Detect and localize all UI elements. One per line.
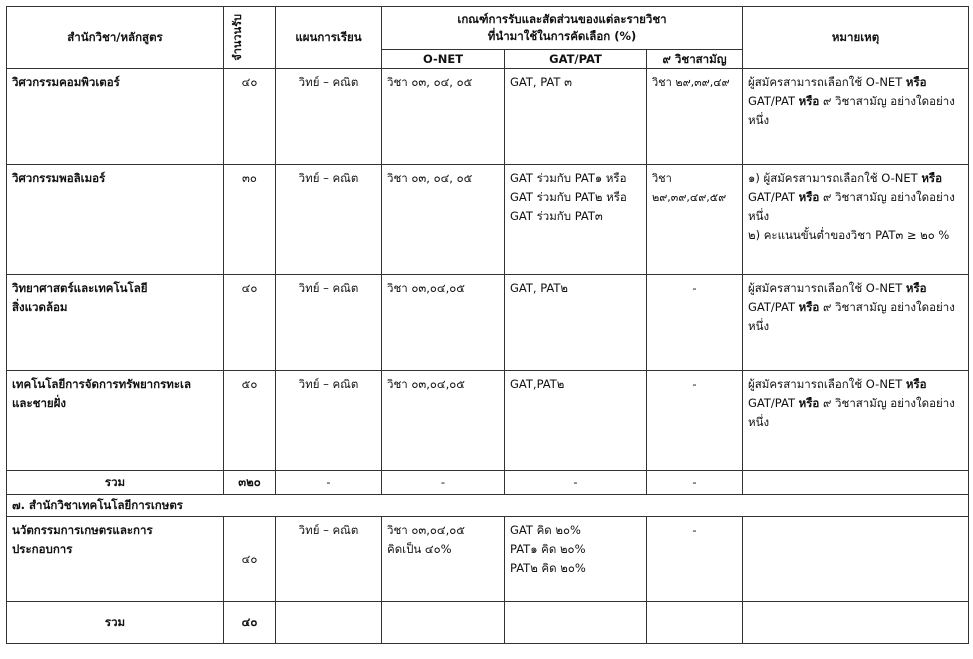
remark-text: ๙ วิชาสามัญ อย่างใดอย่างหนึ่ง	[748, 300, 955, 333]
remark-text: ๑) ผู้สมัครสามารถเลือกใช้ O-NET	[748, 171, 922, 185]
remark-item-2: ๒) คะแนนขั้นต่ำของวิชา PAT๓ ≥ ๒๐ %	[748, 228, 950, 242]
quota-cell: ๕๐	[224, 371, 276, 471]
remark-or: หรือ	[798, 396, 820, 410]
gatpat-weight: PAT๒ คิด ๒๐%	[510, 561, 586, 575]
remark-or: หรือ	[905, 377, 927, 391]
remark-item-1	[748, 169, 963, 226]
remark-text: GAT/PAT	[748, 300, 799, 314]
nine-subjects-cell: -	[647, 371, 743, 471]
onet-cell	[382, 517, 505, 602]
remark-cell	[743, 275, 969, 371]
program-name-line: ประกอบการ	[12, 542, 73, 556]
gatpat-cell: GAT, PAT ๓	[505, 69, 647, 165]
gatpat-option: GAT ร่วมกับ PAT๓	[510, 209, 603, 223]
remark-text: GAT/PAT	[748, 94, 799, 108]
remark-or: หรือ	[798, 300, 820, 314]
total-remark	[743, 471, 969, 495]
header-program: สำนักวิชา/หลักสูตร	[7, 7, 224, 69]
nine-subjects-cell: วิชา ๒๙,๓๙,๔๙	[647, 69, 743, 165]
total-row	[7, 602, 969, 644]
remark-text: GAT/PAT	[748, 190, 799, 204]
section-title: ๗. สำนักวิชาเทคโนโลยีการเกษตร	[7, 495, 969, 517]
total-plan	[276, 602, 382, 644]
remark-or: หรือ	[921, 171, 942, 185]
table-row	[7, 69, 969, 165]
header-remark: หมายเหตุ	[743, 7, 969, 69]
remark-text: ผู้สมัครสามารถเลือกใช้ O-NET	[748, 75, 906, 89]
total-row	[7, 471, 969, 495]
onet-weight: คิดเป็น ๔๐%	[387, 542, 452, 556]
table-row	[7, 371, 969, 471]
program-name-line: นวัตกรรมการเกษตรและการ	[12, 523, 153, 537]
remark-text: ผู้สมัครสามารถเลือกใช้ O-NET	[748, 281, 906, 295]
program-name-line: สิ่งแวดล้อม	[12, 300, 68, 314]
remark-text: ๙ วิชาสามัญ อย่างใดอย่างหนึ่ง	[748, 94, 955, 127]
quota-cell: ๔๐	[224, 69, 276, 165]
total-nine-subjects: -	[647, 471, 743, 495]
remark-or: หรือ	[798, 94, 820, 108]
onet-subjects: วิชา ๐๓,๐๔,๐๕	[387, 523, 466, 537]
gatpat-cell	[505, 165, 647, 275]
remark-cell	[743, 165, 969, 275]
gatpat-cell	[505, 517, 647, 602]
table-row	[7, 275, 969, 371]
header-quota-label: จำนวนรับ	[231, 14, 244, 61]
total-plan: -	[276, 471, 382, 495]
total-gatpat	[505, 602, 647, 644]
gatpat-option: GAT ร่วมกับ PAT๑ หรือ	[510, 171, 627, 185]
remark-or: หรือ	[905, 75, 927, 89]
quota-cell: ๓๐	[224, 165, 276, 275]
gatpat-cell: GAT, PAT๒	[505, 275, 647, 371]
program-cell	[7, 371, 224, 471]
total-label: รวม	[7, 471, 224, 495]
total-label: รวม	[7, 602, 224, 644]
table-row	[7, 517, 969, 602]
program-cell: วิศวกรรมคอมพิวเตอร์	[7, 69, 224, 165]
program-cell	[7, 517, 224, 602]
program-name-line: วิทยาศาสตร์และเทคโนโลยี	[12, 281, 148, 295]
quota-cell: ๔๐	[224, 517, 276, 602]
header-plan: แผนการเรียน	[276, 7, 382, 69]
onet-cell: วิชา ๐๓, ๐๔, ๐๕	[382, 165, 505, 275]
plan-cell: วิทย์ – คณิต	[276, 517, 382, 602]
gatpat-weight: GAT คิด ๒๐%	[510, 523, 581, 537]
nine-subjects-cell: -	[647, 517, 743, 602]
plan-cell: วิทย์ – คณิต	[276, 275, 382, 371]
program-name-line: และชายฝั่ง	[12, 396, 66, 410]
remark-cell	[743, 69, 969, 165]
total-remark	[743, 602, 969, 644]
header-criteria-line2: ที่นำมาใช้ในการคัดเลือก (%)	[487, 29, 637, 43]
onet-cell: วิชา ๐๓, ๐๔, ๐๕	[382, 69, 505, 165]
nine-subjects-cell	[647, 165, 743, 275]
total-onet	[382, 602, 505, 644]
quota-cell: ๔๐	[224, 275, 276, 371]
remark-or: หรือ	[905, 281, 927, 295]
onet-cell: วิชา ๐๓,๐๔,๐๕	[382, 275, 505, 371]
header-criteria-line1: เกณฑ์การรับและสัดส่วนของแต่ละรายวิชา	[457, 12, 667, 26]
nine-subjects-label: วิชา	[652, 172, 672, 185]
nine-subjects-cell: -	[647, 275, 743, 371]
program-cell: วิศวกรรมพอลิเมอร์	[7, 165, 224, 275]
total-onet: -	[382, 471, 505, 495]
total-quota: ๓๒๐	[224, 471, 276, 495]
admission-table-container	[6, 6, 969, 644]
header-row-1	[7, 7, 969, 50]
remark-text: ๙ วิชาสามัญ อย่างใดอย่างหนึ่ง	[748, 396, 955, 429]
remark-or: หรือ	[798, 190, 820, 204]
remark-text: ผู้สมัครสามารถเลือกใช้ O-NET	[748, 377, 906, 391]
gatpat-cell: GAT,PAT๒	[505, 371, 647, 471]
gatpat-weight: PAT๑ คิด ๒๐%	[510, 542, 586, 556]
nine-subjects-codes: ๒๙,๓๙,๔๙,๕๙	[652, 191, 727, 204]
header-onet: O-NET	[382, 50, 505, 69]
admission-table	[6, 6, 969, 644]
gatpat-option: GAT ร่วมกับ PAT๒ หรือ	[510, 190, 627, 204]
section-row	[7, 495, 969, 517]
program-cell	[7, 275, 224, 371]
table-row	[7, 165, 969, 275]
header-criteria	[382, 7, 743, 50]
header-gatpat: GAT/PAT	[505, 50, 647, 69]
remark-text: ๙ วิชาสามัญ อย่างใดอย่างหนึ่ง	[748, 190, 955, 223]
header-quota	[224, 7, 276, 69]
onet-cell: วิชา ๐๓,๐๔,๐๕	[382, 371, 505, 471]
plan-cell: วิทย์ – คณิต	[276, 165, 382, 275]
plan-cell: วิทย์ – คณิต	[276, 371, 382, 471]
total-gatpat: -	[505, 471, 647, 495]
total-quota: ๔๐	[224, 602, 276, 644]
plan-cell: วิทย์ – คณิต	[276, 69, 382, 165]
header-nine-subjects: ๙ วิชาสามัญ	[647, 50, 743, 69]
remark-cell	[743, 517, 969, 602]
total-nine-subjects	[647, 602, 743, 644]
remark-cell	[743, 371, 969, 471]
program-name-line: เทคโนโลยีการจัดการทรัพยากรทะเล	[12, 377, 192, 391]
remark-text: GAT/PAT	[748, 396, 799, 410]
